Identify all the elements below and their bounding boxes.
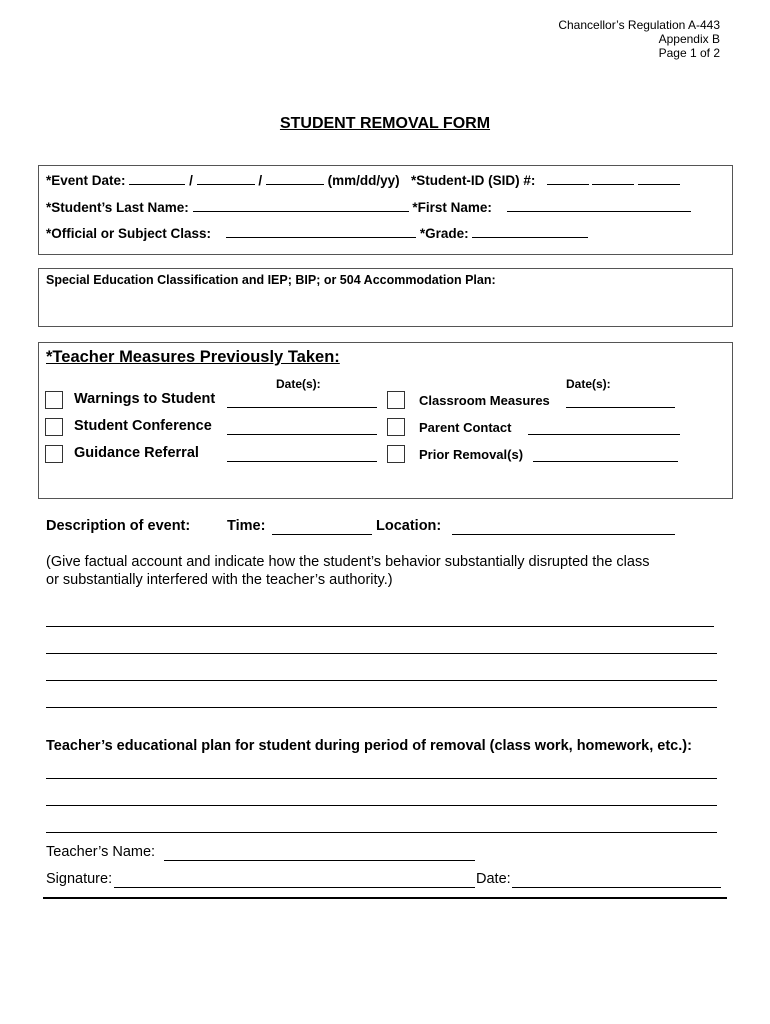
last-name-field[interactable] bbox=[193, 199, 409, 212]
guidance-date-field[interactable] bbox=[227, 461, 377, 462]
time-field[interactable] bbox=[272, 534, 372, 535]
classroom-measures-date-field[interactable] bbox=[566, 407, 675, 408]
regulation-text: Chancellor’s Regulation A-443 bbox=[558, 18, 720, 32]
prior-removal-checkbox[interactable] bbox=[387, 445, 405, 463]
first-name-field[interactable] bbox=[507, 199, 691, 212]
event-date-month-field[interactable] bbox=[129, 172, 185, 185]
prior-removal-date-field[interactable] bbox=[533, 461, 678, 462]
student-id-label: *Student-ID (SID) #: bbox=[410, 173, 536, 188]
warnings-label: Warnings to Student bbox=[74, 391, 216, 407]
event-date-row bbox=[46, 172, 680, 188]
class-label: *Official or Subject Class: bbox=[46, 226, 212, 241]
date-format-hint: (mm/dd/yy) bbox=[327, 173, 400, 188]
student-id-field-3[interactable] bbox=[638, 172, 680, 185]
class-field[interactable] bbox=[226, 225, 416, 238]
classroom-measures-label: Classroom Measures bbox=[419, 393, 550, 408]
guidance-label: Guidance Referral bbox=[74, 445, 199, 461]
description-line-2[interactable] bbox=[46, 653, 717, 654]
guidance-checkbox[interactable] bbox=[45, 445, 63, 463]
description-instructions-1: (Give factual account and indicate how the student’s behavior substantially disrupted the class bbox=[46, 554, 650, 570]
special-ed-label: Special Education Classification and IEP; BIP; or 504 Accommodation Plan: bbox=[46, 273, 496, 287]
teacher-measures-heading: *Teacher Measures Previously Taken: bbox=[46, 348, 340, 366]
signature-label: Signature: bbox=[46, 871, 113, 887]
student-id-field-2[interactable] bbox=[592, 172, 634, 185]
event-date-day-field[interactable] bbox=[197, 172, 255, 185]
description-label: Description of event: bbox=[46, 518, 191, 534]
conference-date-field[interactable] bbox=[227, 434, 377, 435]
first-name-label: *First Name: bbox=[412, 200, 492, 215]
description-instructions-2: or substantially interfered with the teacher’s authority.) bbox=[46, 572, 393, 588]
student-id-field-1[interactable] bbox=[547, 172, 589, 185]
dates-label-left: Date(s): bbox=[276, 377, 321, 391]
warnings-date-field[interactable] bbox=[227, 407, 377, 408]
date-field[interactable] bbox=[512, 887, 721, 888]
plan-line-3[interactable] bbox=[46, 832, 717, 833]
event-date-label: *Event Date: bbox=[46, 173, 126, 188]
time-label: Time: bbox=[227, 518, 266, 534]
document-header bbox=[558, 18, 720, 60]
location-field[interactable] bbox=[452, 534, 675, 535]
description-line-4[interactable] bbox=[46, 707, 717, 708]
date-label: Date: bbox=[476, 871, 511, 887]
prior-removal-label: Prior Removal(s) bbox=[419, 447, 524, 462]
class-row bbox=[46, 225, 588, 241]
teacher-name-field[interactable] bbox=[164, 860, 475, 861]
description-line-3[interactable] bbox=[46, 680, 717, 681]
teacher-name-label: Teacher’s Name: bbox=[46, 844, 156, 860]
date-slash-1: / bbox=[189, 173, 193, 188]
bottom-divider bbox=[43, 897, 727, 899]
form-title: STUDENT REMOVAL FORM bbox=[279, 115, 491, 132]
conference-checkbox[interactable] bbox=[45, 418, 63, 436]
parent-contact-date-field[interactable] bbox=[528, 434, 680, 435]
event-date-year-field[interactable] bbox=[266, 172, 324, 185]
date-slash-2: / bbox=[258, 173, 263, 188]
description-line-1[interactable] bbox=[46, 626, 714, 627]
last-name-label: *Student’s Last Name: bbox=[46, 200, 189, 215]
educational-plan-label: Teacher’s educational plan for student during period of removal (class work, homework, etc.): bbox=[46, 738, 692, 754]
location-label: Location: bbox=[376, 518, 442, 534]
grade-field[interactable] bbox=[472, 225, 588, 238]
classroom-measures-checkbox[interactable] bbox=[387, 391, 405, 409]
grade-label: *Grade: bbox=[419, 226, 469, 241]
plan-line-2[interactable] bbox=[46, 805, 717, 806]
signature-field[interactable] bbox=[114, 887, 475, 888]
parent-contact-checkbox[interactable] bbox=[387, 418, 405, 436]
plan-line-1[interactable] bbox=[46, 778, 717, 779]
warnings-checkbox[interactable] bbox=[45, 391, 63, 409]
appendix-text: Appendix B bbox=[658, 32, 720, 46]
page-number: Page 1 of 2 bbox=[658, 46, 720, 60]
name-row bbox=[46, 199, 691, 215]
parent-contact-label: Parent Contact bbox=[419, 420, 512, 435]
conference-label: Student Conference bbox=[74, 418, 212, 434]
dates-label-right: Date(s): bbox=[566, 377, 611, 391]
